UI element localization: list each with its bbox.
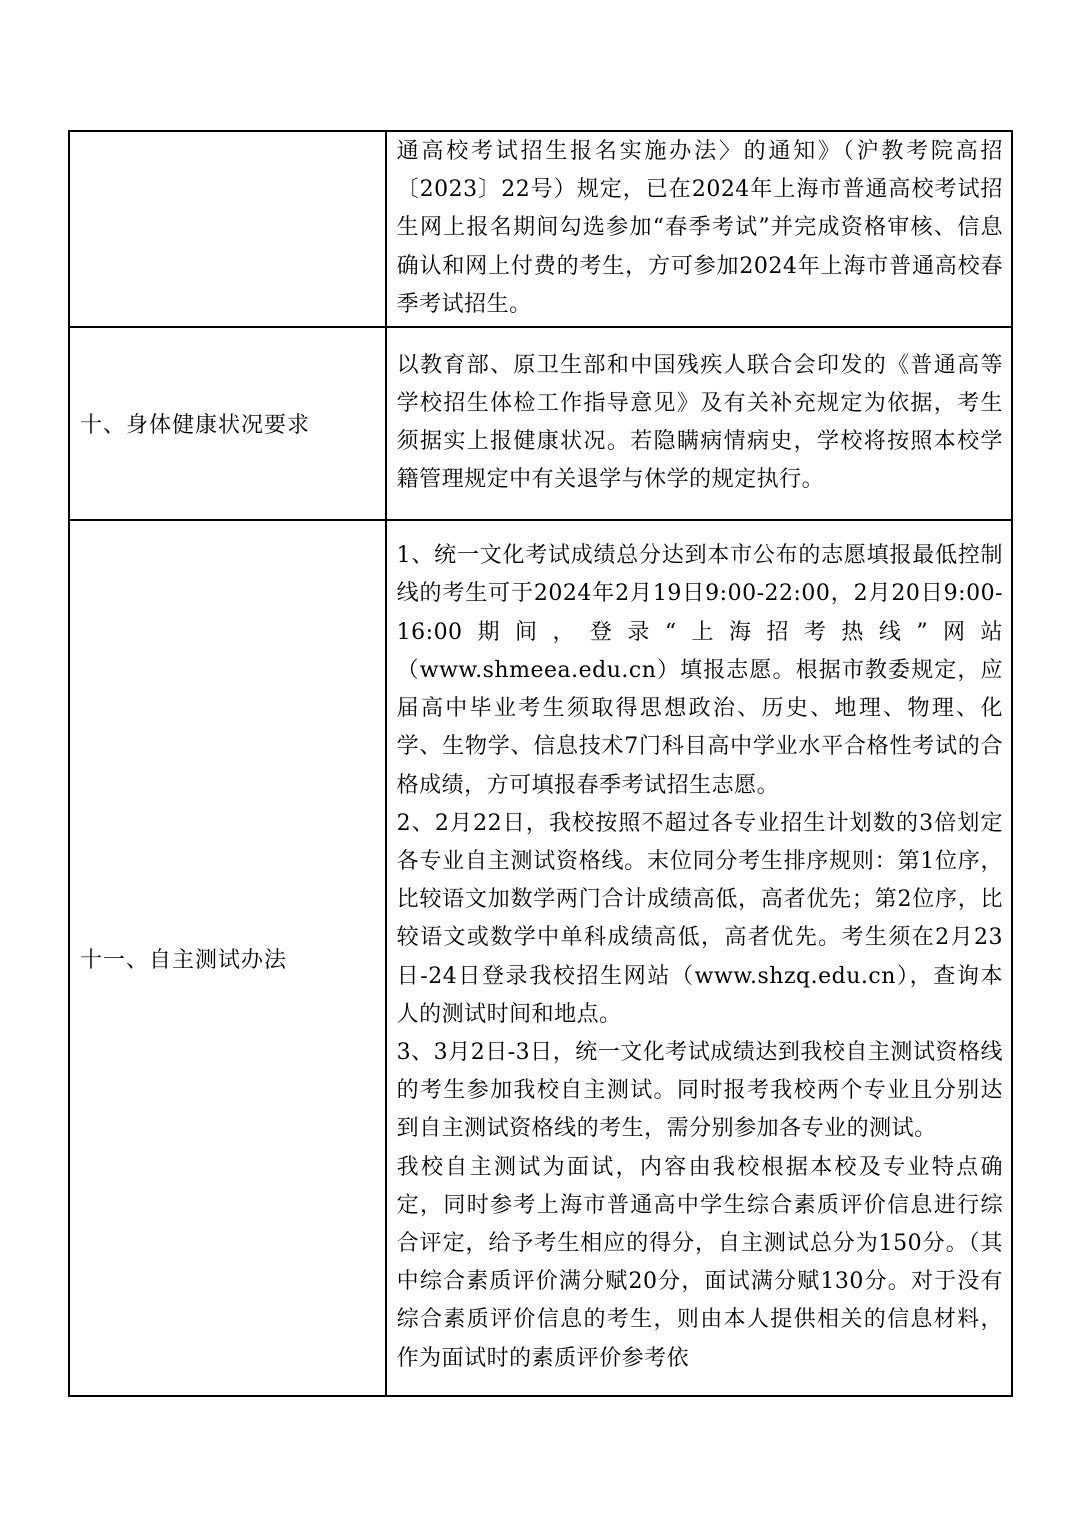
row-label-health-requirements: 十、身体健康状况要求 (69, 327, 386, 520)
paragraph-self-test-step-3: 3、3月2日-3日，统一文化考试成绩达到我校自主测试资格线的考生参加我校自主测试。同时报考我校两个专业且分别达到自主测试资格线的考生，需分别参加各专业的测试。 (396, 1039, 1003, 1142)
paragraph-registration-requirement: 通高校考试招生报名实施办法〉的通知》（沪教考院高招〔2023〕22号）规定，已在2024年上海市普通高校考试招生网上报名期间勾选参加“春季考试”并完成资格审核、信息确认和网上付费的考生，方可参加2024年上海市普通高校春季考试招生。 (396, 139, 1003, 317)
row-content-cell (386, 520, 1012, 1396)
paragraph-self-test-step-1: 1、统一文化考试成绩总分达到本市公布的志愿填报最低控制线的考生可于2024年2月19日9:00-22:00，2月20日9:00-16:00期间，登录“上海招考热线”网站（www.shmeea.edu.cn）填报志愿。根据市教委规定，应届高中毕业考生须取得思想政治、历史、地理、物理、化学、生物学、信息技术7门科目高中学业水平合格性考试的合格成绩，方可填报春季考试招生志愿。 (396, 543, 1003, 798)
row-content-cell (386, 131, 1012, 327)
paragraph-interview-details: 我校自主测试为面试，内容由我校根据本校及专业特点确定，同时参考上海市普通高中学生综合素质评价信息进行综合评定，给予考生相应的得分，自主测试总分为150分。（其中综合素质评价满分赋20分，面试满分赋130分。对于没有综合素质评价信息的考生，则由本人提供相关的信息材料，作为面试时的素质评价参考依 (396, 1154, 1003, 1371)
row-label-cell (69, 131, 386, 327)
row-content-cell (386, 327, 1012, 520)
table-row (69, 520, 1012, 1396)
table-row (69, 131, 1012, 327)
admission-rules-table (68, 130, 1013, 1397)
row-label-self-test-method: 十一、自主测试办法 (69, 520, 386, 1396)
table-row (69, 327, 1012, 520)
paragraph-self-test-step-2: 2、2月22日，我校按照不超过各专业招生计划数的3倍划定各专业自主测试资格线。末位同分考生排序规则：第1位序，比较语文加数学两门合计成绩高低，高者优先；第2位序，比较语文或数学中单科成绩高低，高者优先。考生须在2月23日-24日登录我校招生网站（www.shzq.edu.cn），查询本人的测试时间和地点。 (396, 810, 1003, 1027)
paragraph-health-requirements: 以教育部、原卫生部和中国残疾人联合会印发的《普通高等学校招生体检工作指导意见》及有关补充规定为依据，考生须据实上报健康状况。若隐瞒病情病史，学校将按照本校学籍管理规定中有关退学与休学的规定执行。 (396, 352, 1003, 493)
